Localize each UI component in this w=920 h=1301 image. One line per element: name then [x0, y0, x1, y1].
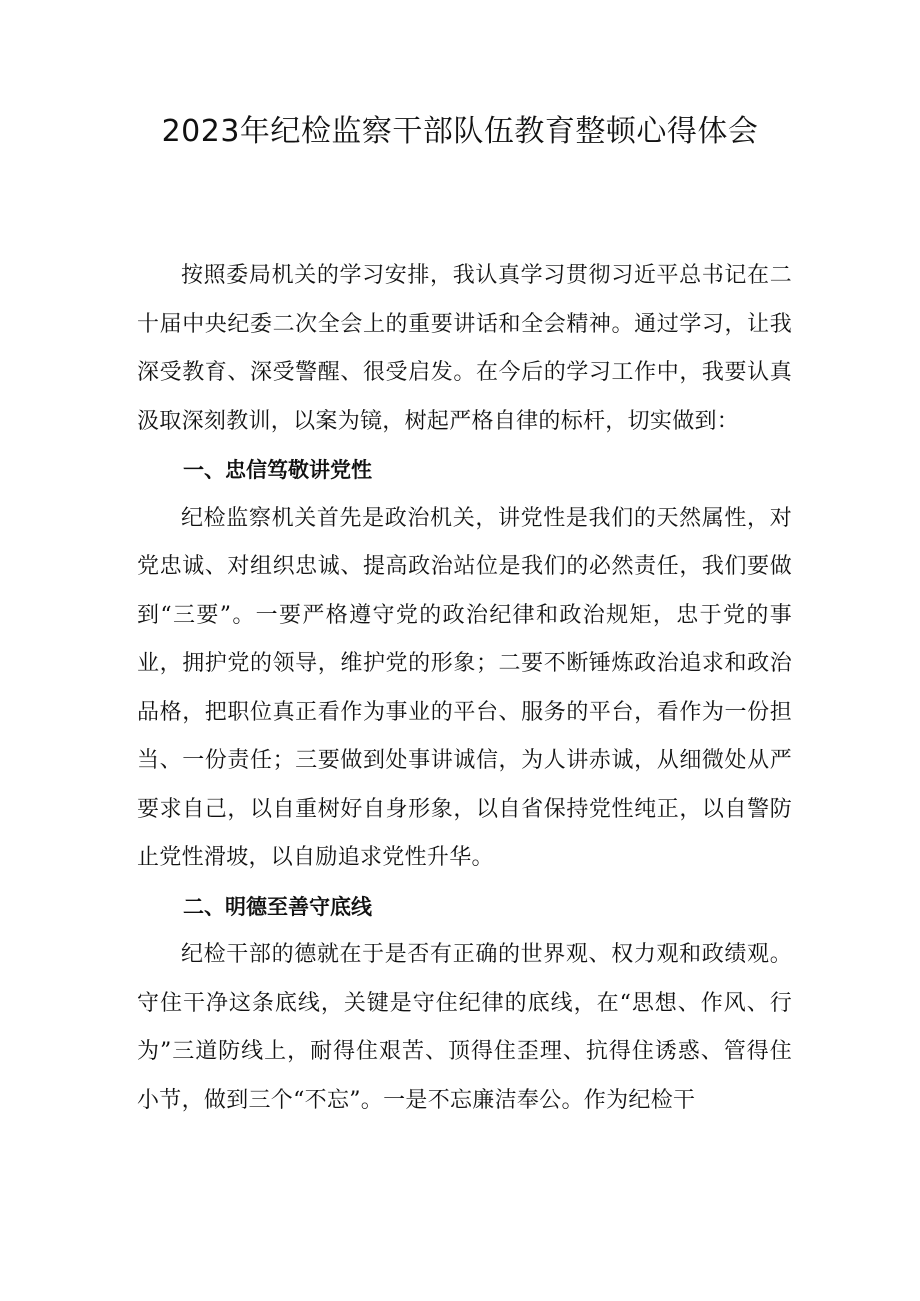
section-heading-2: 二、明德至善守底线: [183, 894, 372, 919]
section-heading-1: 一、忠信笃敬讲党性: [183, 458, 372, 482]
document-body: [137, 252, 792, 1125]
intro-paragraph: 按照委局机关的学习安排，我认真学习贯彻习近平总书记在二十届中央纪委二次全会上的重要讲话和全会精神。通过学习，让我深受教育、深受警醒、很受启发。在今后的学习工作中，我要认真汲取深刻教训，以案为镜，树起严格自律的标杆，切实做到：: [137, 263, 792, 434]
section-paragraph-1: 纪检监察机关首先是政治机关，讲党性是我们的天然属性，对党忠诚、对组织忠诚、提高政治站位是我们的必然责任，我们要做到“三要”。一要严格遵守党的政治纪律和政治规矩，忠于党的事业，拥护党的领导，维护党的形象；二要不断锤炼政治追求和政治品格，把职位真正看作为事业的平台、服务的平台，看作为一份担当、一份责任；三要做到处事讲诚信，为人讲赤诚，从细微处从严要求自己，以自重树好自身形象，以自省保持党性纯正，以自警防止党性滑坡，以自励追求党性升华。: [137, 505, 792, 870]
section-paragraph-2: 纪检干部的德就在于是否有正确的世界观、权力观和政绩观。守住干净这条底线，关键是守住纪律的底线，在“思想、作风、行为”三道防线上，耐得住艰苦、顶得住歪理、抗得住诱惑、管得住小节，做到三个“不忘”。一是不忘廉洁奉公。作为纪检干: [137, 942, 792, 1113]
document-title: 2023年纪检监察干部队伍教育整顿心得体会: [161, 114, 759, 149]
